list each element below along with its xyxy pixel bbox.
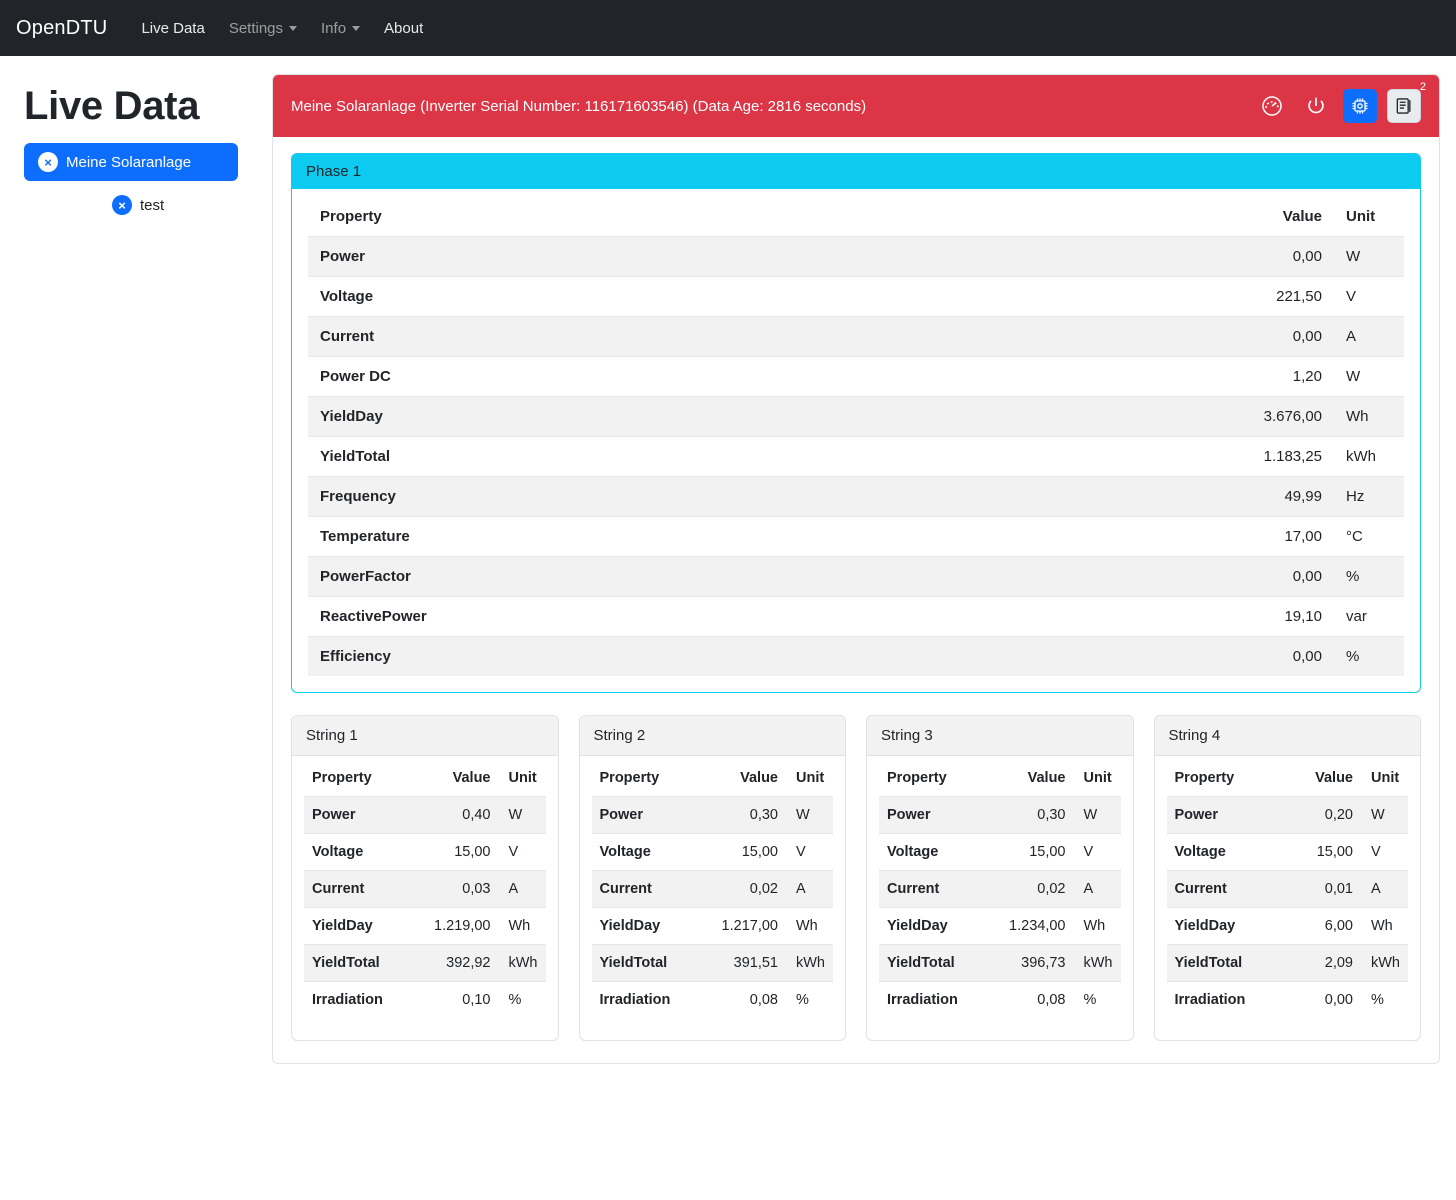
table-row: [879, 908, 1121, 945]
table-row: [592, 908, 834, 945]
table-row: [304, 834, 546, 871]
cell-unit: A: [1334, 317, 1404, 357]
event-log-icon[interactable]: [1387, 81, 1426, 123]
cell-property: YieldTotal: [592, 945, 714, 982]
table-row: [304, 945, 546, 982]
cell-value: 15,00: [1289, 834, 1361, 871]
cell-unit: Wh: [1334, 397, 1404, 437]
table-row: [308, 637, 1404, 677]
cell-unit: A: [1074, 871, 1121, 908]
cell-property: Power: [308, 237, 1224, 277]
cell-property: ReactivePower: [308, 597, 1224, 637]
cell-unit: V: [499, 834, 546, 871]
column-header-value: Value: [1027, 770, 1066, 786]
cell-property: Voltage: [1167, 834, 1290, 871]
string-card-title: String 3: [867, 716, 1133, 756]
table-row: [308, 357, 1404, 397]
cell-unit: V: [1074, 834, 1121, 871]
cell-unit: %: [1074, 982, 1121, 1019]
table-row: [879, 834, 1121, 871]
string-table-wrapper: [1155, 756, 1421, 1018]
close-icon[interactable]: ×: [112, 195, 132, 215]
column-header-property: Property: [599, 770, 660, 786]
table-row: [304, 982, 546, 1019]
cell-property: Current: [879, 871, 1001, 908]
cell-value: 6,00: [1289, 908, 1361, 945]
cell-value: 15,00: [426, 834, 498, 871]
cell-property: Voltage: [592, 834, 714, 871]
string-card-2: [579, 715, 847, 1041]
table-row: [879, 945, 1121, 982]
cell-property: Power: [1167, 797, 1290, 834]
cell-value: 1.219,00: [426, 908, 498, 945]
cell-value: 0,08: [714, 982, 786, 1019]
table-row: [308, 557, 1404, 597]
cell-property: Irradiation: [879, 982, 1001, 1019]
cell-unit: W: [1334, 357, 1404, 397]
cell-value: 0,00: [1224, 237, 1334, 277]
phase-table: [308, 197, 1404, 676]
cell-property: PowerFactor: [308, 557, 1224, 597]
table-row: [304, 797, 546, 834]
top-navbar: [0, 0, 1456, 56]
cell-unit: V: [1334, 277, 1404, 317]
cell-unit: %: [1334, 557, 1404, 597]
cell-value: 0,01: [1289, 871, 1361, 908]
cell-property: Irradiation: [592, 982, 714, 1019]
cell-value: 2,09: [1289, 945, 1361, 982]
string-card-3: [866, 715, 1134, 1041]
inverter-item-meine-solaranlage[interactable]: [24, 143, 238, 181]
table-row: [308, 597, 1404, 637]
cell-unit: Hz: [1334, 477, 1404, 517]
chevron-down-icon: [352, 26, 360, 31]
column-header-property: Property: [320, 208, 382, 225]
table-row: [1167, 834, 1409, 871]
nav-item-info[interactable]: [309, 12, 372, 45]
cell-property: Voltage: [879, 834, 1001, 871]
column-header-value: Value: [452, 770, 491, 786]
cell-unit: var: [1334, 597, 1404, 637]
string-table: [1167, 760, 1409, 1018]
cell-value: 396,73: [1001, 945, 1073, 982]
table-header-row: [308, 197, 1404, 237]
cell-unit: Wh: [1074, 908, 1121, 945]
table-row: [308, 437, 1404, 477]
chevron-down-icon: [289, 26, 297, 31]
string-card-title: String 2: [580, 716, 846, 756]
column-header-value: Value: [1315, 770, 1353, 786]
cell-value: 0,10: [426, 982, 498, 1019]
cell-unit: Wh: [1361, 908, 1408, 945]
power-icon[interactable]: [1299, 89, 1333, 123]
column-header-property: Property: [887, 770, 947, 786]
cell-property: Current: [592, 871, 714, 908]
cell-unit: °C: [1334, 517, 1404, 557]
string-table-wrapper: [867, 756, 1133, 1018]
cell-unit: A: [499, 871, 546, 908]
cell-property: Efficiency: [308, 637, 1224, 677]
string-card-title: String 1: [292, 716, 558, 756]
table-row: [308, 477, 1404, 517]
cell-property: Current: [304, 871, 426, 908]
cell-value: 0,00: [1289, 982, 1361, 1019]
string-card-1: [291, 715, 559, 1041]
cell-value: 0,30: [714, 797, 786, 834]
column-header-unit: Unit: [1346, 208, 1376, 225]
cell-value: 0,20: [1289, 797, 1361, 834]
cell-value: 1.234,00: [1001, 908, 1073, 945]
cell-property: Temperature: [308, 517, 1224, 557]
table-row: [879, 871, 1121, 908]
table-header-row: [304, 760, 546, 797]
nav-item-about[interactable]: About: [384, 19, 424, 37]
string-table: [879, 760, 1121, 1018]
cell-property: YieldDay: [592, 908, 714, 945]
column-header-value: Value: [1282, 208, 1322, 225]
cell-unit: %: [786, 982, 833, 1019]
cell-unit: kWh: [499, 945, 546, 982]
cell-value: 49,99: [1224, 477, 1334, 517]
column-header-unit: Unit: [1371, 770, 1400, 786]
phase-panel-title: Phase 1: [292, 154, 1420, 189]
cell-property: YieldDay: [879, 908, 1001, 945]
cell-property: Frequency: [308, 477, 1224, 517]
string-table-wrapper: [292, 756, 558, 1018]
cell-value: 1.183,25: [1224, 437, 1334, 477]
cell-property: Voltage: [304, 834, 426, 871]
column-header-unit: Unit: [508, 770, 537, 786]
table-row: [592, 797, 834, 834]
cell-unit: W: [1074, 797, 1121, 834]
cell-unit: W: [1334, 237, 1404, 277]
cell-property: Power: [304, 797, 426, 834]
phase-table-wrapper: [292, 189, 1420, 692]
string-card-4: [1154, 715, 1422, 1041]
column-header-property: Property: [1174, 770, 1235, 786]
cell-value: 0,00: [1224, 637, 1334, 677]
table-row: [1167, 982, 1409, 1019]
cell-value: 15,00: [714, 834, 786, 871]
cell-unit: Wh: [499, 908, 546, 945]
cell-property: Current: [308, 317, 1224, 357]
table-header-row: [592, 760, 834, 797]
cell-property: Power: [879, 797, 1001, 834]
cell-property: Irradiation: [1167, 982, 1290, 1019]
table-row: [308, 277, 1404, 317]
nav-item-settings[interactable]: [217, 12, 309, 45]
cell-value: 0,40: [426, 797, 498, 834]
cell-unit: %: [1361, 982, 1408, 1019]
phase-panel: [291, 153, 1421, 693]
table-row: [1167, 908, 1409, 945]
event-log-badge: 2: [1419, 81, 1426, 93]
cell-value: 19,10: [1224, 597, 1334, 637]
cell-property: YieldTotal: [304, 945, 426, 982]
nav-item-settings-label: Settings: [228, 19, 284, 37]
cell-value: 17,00: [1224, 517, 1334, 557]
cell-value: 0,00: [1224, 317, 1334, 357]
cell-unit: %: [1334, 637, 1404, 677]
inverter-item-label: test: [140, 196, 165, 214]
cell-property: YieldTotal: [308, 437, 1224, 477]
string-card-title: String 4: [1155, 716, 1421, 756]
cell-value: 0,08: [1001, 982, 1073, 1019]
string-table: [592, 760, 834, 1018]
right-column: [262, 56, 1440, 1064]
table-row: [592, 834, 834, 871]
cell-value: 0,02: [714, 871, 786, 908]
cell-value: 0,00: [1224, 557, 1334, 597]
cell-value: 3.676,00: [1224, 397, 1334, 437]
table-row: [308, 397, 1404, 437]
inverter-card: [272, 74, 1440, 1064]
cell-unit: %: [499, 982, 546, 1019]
nav-item-info-label: Info: [321, 19, 347, 37]
string-table-wrapper: [580, 756, 846, 1018]
cell-value: 15,00: [1001, 834, 1073, 871]
table-row: [592, 945, 834, 982]
left-column: [16, 56, 262, 219]
cell-value: 392,92: [426, 945, 498, 982]
cell-property: YieldDay: [308, 397, 1224, 437]
cell-unit: A: [786, 871, 833, 908]
cell-unit: kWh: [1361, 945, 1408, 982]
cell-property: Voltage: [308, 277, 1224, 317]
chip-icon[interactable]: [1343, 89, 1377, 123]
column-header-value: Value: [740, 770, 778, 786]
column-header-property: Property: [312, 770, 372, 786]
cell-unit: Wh: [786, 908, 833, 945]
table-row: [304, 908, 546, 945]
table-row: [1167, 945, 1409, 982]
brand-logo[interactable]: OpenDTU: [16, 16, 108, 39]
column-header-unit: Unit: [1083, 770, 1112, 786]
table-row: [1167, 871, 1409, 908]
table-row: [308, 237, 1404, 277]
cell-value: 1.217,00: [714, 908, 786, 945]
cell-value: 0,03: [426, 871, 498, 908]
cell-unit: V: [1361, 834, 1408, 871]
cell-unit: A: [1361, 871, 1408, 908]
table-row: [879, 982, 1121, 1019]
cell-value: 391,51: [714, 945, 786, 982]
cell-unit: kWh: [786, 945, 833, 982]
column-header-unit: Unit: [796, 770, 825, 786]
cell-unit: W: [786, 797, 833, 834]
table-row: [592, 871, 834, 908]
cell-unit: kWh: [1074, 945, 1121, 982]
cell-value: 1,20: [1224, 357, 1334, 397]
gauge-icon[interactable]: [1255, 89, 1289, 123]
inverter-item-label: Meine Solaranlage: [66, 153, 192, 171]
page-title: Live Data: [24, 84, 200, 128]
table-row: [592, 982, 834, 1019]
inverter-item-test[interactable]: [112, 191, 262, 219]
cell-property: Power DC: [308, 357, 1224, 397]
cell-property: Current: [1167, 871, 1290, 908]
inverter-card-header: [273, 75, 1439, 137]
string-table: [304, 760, 546, 1018]
cell-property: Irradiation: [304, 982, 426, 1019]
inverter-card-body: [273, 137, 1439, 1063]
strings-row: [291, 715, 1421, 1041]
page-container: [0, 56, 1456, 1064]
nav-item-live-data[interactable]: Live Data: [141, 19, 205, 37]
table-header-row: [1167, 760, 1409, 797]
inverter-card-title: Meine Solaranlage (Inverter Serial Number: 116171603546) (Data Age: 2816 seconds): [291, 97, 867, 115]
table-row: [304, 871, 546, 908]
cell-property: YieldDay: [304, 908, 426, 945]
cell-value: 221,50: [1224, 277, 1334, 317]
cell-unit: V: [786, 834, 833, 871]
table-row: [1167, 797, 1409, 834]
cell-property: YieldTotal: [879, 945, 1001, 982]
cell-unit: W: [1361, 797, 1408, 834]
inverter-card-actions: [1255, 81, 1426, 123]
table-row: [308, 517, 1404, 557]
close-icon[interactable]: ×: [38, 152, 58, 172]
cell-value: 0,30: [1001, 797, 1073, 834]
table-header-row: [879, 760, 1121, 797]
cell-value: 0,02: [1001, 871, 1073, 908]
table-row: [308, 317, 1404, 357]
cell-property: Power: [592, 797, 714, 834]
cell-property: YieldTotal: [1167, 945, 1290, 982]
cell-unit: kWh: [1334, 437, 1404, 477]
cell-unit: W: [499, 797, 546, 834]
table-row: [879, 797, 1121, 834]
cell-property: YieldDay: [1167, 908, 1290, 945]
